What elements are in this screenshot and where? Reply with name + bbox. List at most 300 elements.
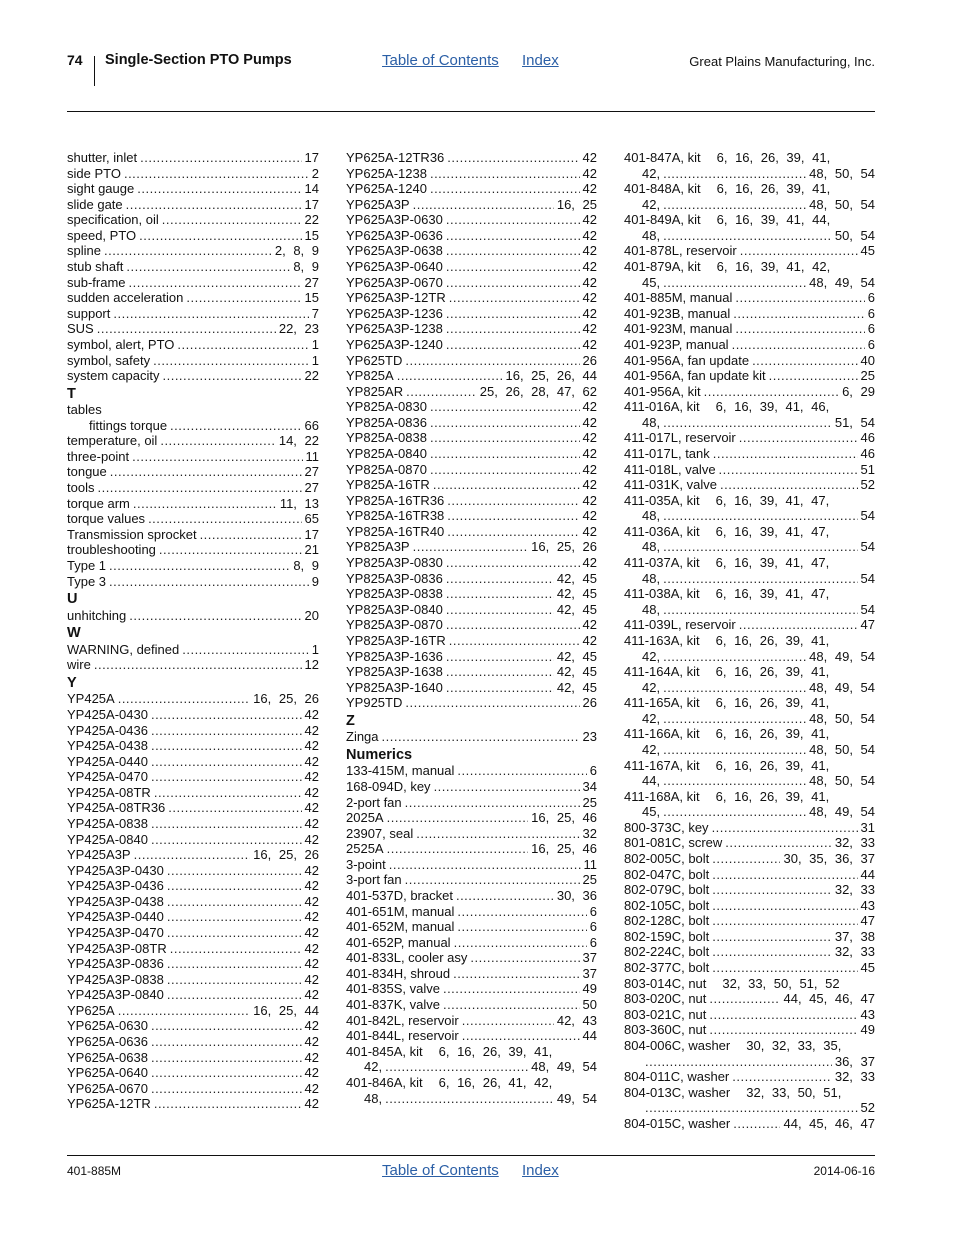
index-entry[interactable] bbox=[624, 820, 875, 836]
index-entry[interactable] bbox=[67, 337, 319, 353]
entry-pages[interactable]: 42 bbox=[304, 815, 319, 831]
entry-pages[interactable]: 42 bbox=[304, 956, 319, 972]
entry-pages[interactable]: 6, 16, 39, 41, 47, bbox=[715, 586, 830, 602]
index-entry[interactable] bbox=[67, 353, 319, 369]
index-entry[interactable] bbox=[624, 976, 875, 992]
index-entry[interactable] bbox=[67, 769, 319, 785]
entry-pages[interactable]: 37 bbox=[582, 950, 597, 966]
entry-pages[interactable]: 42 bbox=[582, 430, 597, 446]
index-entry[interactable] bbox=[346, 555, 597, 571]
entry-pages[interactable]: 42 bbox=[304, 1018, 319, 1034]
entry-pages[interactable]: 16, 25, 46 bbox=[531, 841, 597, 857]
entry-pages[interactable]: 27 bbox=[304, 464, 319, 480]
index-entry[interactable] bbox=[346, 633, 597, 649]
entry-pages[interactable]: 51, 54 bbox=[834, 414, 875, 430]
entry-pages[interactable]: 42 bbox=[582, 523, 597, 539]
index-entry[interactable] bbox=[346, 857, 597, 873]
index-entry[interactable] bbox=[67, 894, 319, 910]
index-entry-continuation[interactable] bbox=[624, 1054, 875, 1070]
index-entry[interactable] bbox=[624, 867, 875, 883]
entry-pages[interactable]: 6, 16, 26, 39, 41, bbox=[715, 664, 830, 680]
index-entry[interactable] bbox=[346, 259, 597, 275]
entry-pages[interactable]: 23 bbox=[582, 729, 597, 745]
entry-pages[interactable]: 6 bbox=[589, 934, 597, 950]
entry-pages[interactable]: 8, 9 bbox=[293, 259, 319, 275]
entry-pages[interactable]: 48, 49, 54 bbox=[809, 648, 875, 664]
index-entry[interactable] bbox=[624, 462, 875, 478]
entry-pages[interactable]: 42 bbox=[582, 305, 597, 321]
index-entry[interactable] bbox=[624, 726, 875, 742]
entry-pages[interactable]: 42 bbox=[582, 445, 597, 461]
index-entry-continuation[interactable] bbox=[624, 571, 875, 587]
entry-pages[interactable]: 8, 9 bbox=[293, 557, 319, 573]
entry-pages[interactable]: 42 bbox=[304, 909, 319, 925]
index-entry[interactable] bbox=[67, 1081, 319, 1097]
index-entry[interactable] bbox=[624, 1038, 875, 1054]
entry-pages[interactable]: 45 bbox=[860, 243, 875, 259]
index-entry[interactable] bbox=[346, 462, 597, 478]
index-entry[interactable] bbox=[67, 972, 319, 988]
entry-pages[interactable]: 25 bbox=[582, 794, 597, 810]
entry-pages[interactable]: 47 bbox=[860, 913, 875, 929]
index-entry[interactable] bbox=[67, 259, 319, 275]
entry-pages[interactable]: 17 bbox=[304, 150, 319, 165]
index-entry[interactable] bbox=[624, 430, 875, 446]
entry-pages[interactable]: 44, 45, 46, 47 bbox=[783, 991, 875, 1007]
entry-pages[interactable]: 16, 25 bbox=[556, 196, 597, 212]
entry-pages[interactable]: 27 bbox=[304, 274, 319, 290]
entry-pages[interactable]: 42 bbox=[304, 831, 319, 847]
entry-pages[interactable]: 6 bbox=[867, 321, 875, 337]
index-entry[interactable] bbox=[346, 493, 597, 509]
entry-pages[interactable]: 42 bbox=[582, 150, 597, 165]
index-entry[interactable] bbox=[67, 368, 319, 384]
index-entry[interactable] bbox=[624, 150, 875, 166]
entry-pages[interactable]: 42 bbox=[582, 414, 597, 430]
index-entry-continuation[interactable] bbox=[624, 804, 875, 820]
entry-pages[interactable]: 30, 35, 36, 37 bbox=[783, 851, 875, 867]
entry-pages[interactable]: 42 bbox=[304, 1065, 319, 1081]
index-entry[interactable] bbox=[624, 789, 875, 805]
index-entry-continuation[interactable] bbox=[624, 680, 875, 696]
index-entry[interactable] bbox=[624, 695, 875, 711]
index-entry[interactable] bbox=[67, 1034, 319, 1050]
entry-pages[interactable]: 42 bbox=[304, 925, 319, 941]
index-entry[interactable] bbox=[346, 243, 597, 259]
index-entry[interactable] bbox=[67, 642, 319, 658]
entry-pages[interactable]: 42 bbox=[304, 722, 319, 738]
entry-pages[interactable]: 42, 43 bbox=[556, 1012, 597, 1028]
entry-pages[interactable]: 45 bbox=[860, 960, 875, 976]
index-entry[interactable] bbox=[67, 181, 319, 197]
index-entry-continuation[interactable] bbox=[624, 508, 875, 524]
entry-pages[interactable]: 16, 25, 26 bbox=[531, 539, 597, 555]
index-entry[interactable] bbox=[624, 586, 875, 602]
entry-pages[interactable]: 42 bbox=[304, 1049, 319, 1065]
index-entry[interactable] bbox=[67, 1065, 319, 1081]
entry-pages[interactable]: 42, 45 bbox=[556, 679, 597, 695]
index-entry-continuation[interactable] bbox=[624, 773, 875, 789]
entry-pages[interactable]: 6, 16, 26, 39, 41, bbox=[715, 757, 830, 773]
index-entry[interactable] bbox=[624, 321, 875, 337]
index-entry[interactable] bbox=[67, 1018, 319, 1034]
index-entry[interactable] bbox=[67, 166, 319, 182]
index-entry[interactable] bbox=[624, 181, 875, 197]
entry-pages[interactable]: 44 bbox=[582, 1028, 597, 1044]
entry-pages[interactable]: 17 bbox=[304, 526, 319, 542]
entry-pages[interactable]: 44 bbox=[860, 866, 875, 882]
index-entry[interactable] bbox=[346, 384, 597, 400]
entry-pages[interactable]: 48, 50, 54 bbox=[809, 165, 875, 181]
entry-pages[interactable]: 6, 16, 26, 41, 42, bbox=[438, 1074, 553, 1090]
index-entry[interactable] bbox=[624, 1085, 875, 1101]
entry-pages[interactable]: 43 bbox=[860, 1006, 875, 1022]
index-entry[interactable] bbox=[346, 212, 597, 228]
index-entry[interactable] bbox=[346, 729, 597, 745]
index-entry[interactable] bbox=[346, 228, 597, 244]
entry-pages[interactable]: 6 bbox=[589, 903, 597, 919]
index-entry[interactable] bbox=[346, 664, 597, 680]
index-entry[interactable] bbox=[346, 649, 597, 665]
index-entry[interactable] bbox=[346, 966, 597, 982]
entry-pages[interactable]: 48, 49, 54 bbox=[809, 274, 875, 290]
entry-pages[interactable]: 42 bbox=[304, 769, 319, 785]
index-entry[interactable] bbox=[346, 872, 597, 888]
entry-pages[interactable]: 15 bbox=[304, 227, 319, 243]
index-entry[interactable] bbox=[624, 913, 875, 929]
index-entry-continuation[interactable] bbox=[624, 197, 875, 213]
entry-pages[interactable]: 37, 38 bbox=[834, 928, 875, 944]
index-entry[interactable] bbox=[346, 919, 597, 935]
index-entry[interactable] bbox=[346, 275, 597, 291]
entry-pages[interactable]: 16, 25, 26 bbox=[253, 847, 319, 863]
entry-pages[interactable]: 32, 33, 50, 51, bbox=[746, 1084, 842, 1100]
index-entry[interactable] bbox=[346, 321, 597, 337]
index-entry[interactable] bbox=[346, 763, 597, 779]
entry-pages[interactable]: 6, 16, 39, 41, 47, bbox=[715, 523, 830, 539]
entry-pages[interactable]: 22, 23 bbox=[278, 321, 319, 337]
index-entry[interactable] bbox=[624, 446, 875, 462]
entry-pages[interactable]: 42 bbox=[304, 784, 319, 800]
entry-pages[interactable]: 30, 36 bbox=[556, 888, 597, 904]
index-entry[interactable] bbox=[67, 738, 319, 754]
entry-pages[interactable]: 22 bbox=[304, 368, 319, 384]
entry-pages[interactable]: 32, 33 bbox=[834, 835, 875, 851]
entry-pages[interactable]: 42 bbox=[582, 227, 597, 243]
index-entry-continuation[interactable] bbox=[346, 1059, 597, 1075]
index-entry[interactable] bbox=[624, 399, 875, 415]
index-entry[interactable] bbox=[346, 430, 597, 446]
entry-pages[interactable]: 6, 16, 39, 41, 47, bbox=[715, 555, 830, 571]
entry-pages[interactable]: 42 bbox=[582, 259, 597, 275]
entry-pages[interactable]: 6, 16, 39, 41, 44, bbox=[716, 212, 831, 228]
index-entry[interactable] bbox=[624, 835, 875, 851]
entry-pages[interactable]: 42, 45 bbox=[556, 648, 597, 664]
entry-pages[interactable]: 52 bbox=[860, 477, 875, 493]
index-entry[interactable] bbox=[67, 909, 319, 925]
index-entry-continuation[interactable] bbox=[624, 166, 875, 182]
entry-pages[interactable]: 42 bbox=[304, 800, 319, 816]
index-entry-continuation[interactable] bbox=[346, 1091, 597, 1107]
entry-pages[interactable]: 6, 16, 26, 39, 41, bbox=[715, 726, 830, 742]
index-entry-continuation[interactable] bbox=[624, 711, 875, 727]
entry-pages[interactable]: 25 bbox=[582, 872, 597, 888]
entry-pages[interactable]: 42 bbox=[582, 399, 597, 415]
entry-pages[interactable]: 32, 33 bbox=[834, 944, 875, 960]
index-entry[interactable] bbox=[67, 496, 319, 512]
entry-pages[interactable]: 27 bbox=[304, 480, 319, 496]
index-entry[interactable] bbox=[67, 480, 319, 496]
entry-pages[interactable]: 16, 25, 26 bbox=[253, 691, 319, 707]
index-entry[interactable] bbox=[624, 960, 875, 976]
index-entry[interactable] bbox=[67, 542, 319, 558]
index-entry[interactable] bbox=[346, 477, 597, 493]
index-entry[interactable] bbox=[346, 508, 597, 524]
entry-pages[interactable]: 44, 45, 46, 47 bbox=[783, 1115, 875, 1131]
index-entry[interactable] bbox=[624, 290, 875, 306]
index-entry[interactable] bbox=[624, 1007, 875, 1023]
index-entry[interactable] bbox=[346, 810, 597, 826]
index-entry[interactable] bbox=[624, 664, 875, 680]
index-entry[interactable] bbox=[67, 574, 319, 590]
index-link[interactable]: Index bbox=[522, 52, 559, 69]
entry-pages[interactable]: 11 bbox=[583, 856, 597, 872]
index-entry[interactable] bbox=[624, 306, 875, 322]
entry-pages[interactable]: 42 bbox=[582, 336, 597, 352]
index-entry[interactable] bbox=[346, 841, 597, 857]
index-entry[interactable] bbox=[346, 368, 597, 384]
entry-pages[interactable]: 6, 16, 26, 39, 41, bbox=[715, 788, 830, 804]
entry-pages[interactable]: 6, 16, 26, 39, 41, bbox=[716, 150, 831, 165]
index-entry[interactable] bbox=[346, 935, 597, 951]
entry-pages[interactable]: 54 bbox=[860, 601, 875, 617]
entry-pages[interactable]: 42 bbox=[304, 738, 319, 754]
index-entry[interactable] bbox=[346, 1044, 597, 1060]
entry-pages[interactable]: 42 bbox=[304, 878, 319, 894]
entry-pages[interactable]: 50, 54 bbox=[834, 227, 875, 243]
entry-pages[interactable]: 42 bbox=[582, 274, 597, 290]
entry-pages[interactable]: 66 bbox=[304, 417, 319, 433]
entry-pages[interactable]: 42 bbox=[582, 617, 597, 633]
index-entry[interactable] bbox=[67, 306, 319, 322]
entry-pages[interactable]: 42 bbox=[304, 940, 319, 956]
index-entry[interactable] bbox=[67, 956, 319, 972]
entry-pages[interactable]: 42 bbox=[304, 753, 319, 769]
index-entry-continuation[interactable] bbox=[624, 275, 875, 291]
entry-pages[interactable]: 15 bbox=[304, 290, 319, 306]
entry-pages[interactable]: 6, 16, 26, 39, 41, bbox=[715, 632, 830, 648]
index-entry[interactable] bbox=[624, 259, 875, 275]
index-entry[interactable] bbox=[624, 617, 875, 633]
index-entry[interactable] bbox=[67, 723, 319, 739]
entry-pages[interactable]: 6 bbox=[589, 763, 597, 779]
entry-pages[interactable]: 54 bbox=[860, 508, 875, 524]
entry-pages[interactable]: 42 bbox=[582, 492, 597, 508]
entry-pages[interactable]: 6 bbox=[867, 290, 875, 306]
index-entry[interactable] bbox=[346, 197, 597, 213]
index-entry-continuation[interactable] bbox=[624, 228, 875, 244]
index-entry-continuation[interactable] bbox=[624, 649, 875, 665]
index-entry[interactable] bbox=[67, 941, 319, 957]
index-entry[interactable] bbox=[624, 1069, 875, 1085]
entry-pages[interactable]: 6, 16, 39, 41, 46, bbox=[715, 399, 830, 415]
entry-pages[interactable]: 16, 25, 44 bbox=[253, 1002, 319, 1018]
index-entry[interactable] bbox=[346, 290, 597, 306]
entry-pages[interactable]: 11, 13 bbox=[279, 495, 319, 511]
index-entry[interactable] bbox=[67, 228, 319, 244]
entry-pages[interactable]: 17 bbox=[304, 196, 319, 212]
entry-pages[interactable]: 6 bbox=[867, 336, 875, 352]
index-entry[interactable] bbox=[346, 306, 597, 322]
index-entry[interactable] bbox=[346, 795, 597, 811]
index-entry[interactable] bbox=[624, 758, 875, 774]
entry-pages[interactable]: 25, 26, 28, 47, 62 bbox=[479, 383, 597, 399]
index-entry[interactable] bbox=[67, 608, 319, 624]
index-entry[interactable] bbox=[624, 353, 875, 369]
entry-pages[interactable]: 42 bbox=[582, 165, 597, 181]
index-entry-continuation[interactable] bbox=[624, 742, 875, 758]
index-entry[interactable] bbox=[346, 415, 597, 431]
entry-pages[interactable]: 1 bbox=[311, 352, 319, 368]
entry-pages[interactable]: 16, 25, 26, 44 bbox=[505, 368, 597, 384]
entry-pages[interactable]: 42 bbox=[582, 555, 597, 571]
index-entry[interactable] bbox=[346, 571, 597, 587]
entry-pages[interactable]: 65 bbox=[304, 511, 319, 527]
index-entry[interactable] bbox=[67, 987, 319, 1003]
entry-pages[interactable]: 42 bbox=[304, 706, 319, 722]
index-entry[interactable] bbox=[67, 418, 319, 434]
index-entry[interactable] bbox=[346, 166, 597, 182]
index-entry[interactable] bbox=[624, 337, 875, 353]
index-entry[interactable] bbox=[67, 449, 319, 465]
index-entry[interactable] bbox=[346, 524, 597, 540]
entry-pages[interactable]: 48, 49, 54 bbox=[809, 804, 875, 820]
index-entry[interactable] bbox=[67, 1096, 319, 1112]
entry-pages[interactable]: 37 bbox=[582, 965, 597, 981]
index-entry[interactable] bbox=[624, 851, 875, 867]
index-entry[interactable] bbox=[624, 524, 875, 540]
index-entry[interactable] bbox=[67, 847, 319, 863]
index-entry[interactable] bbox=[346, 617, 597, 633]
entry-pages[interactable]: 42 bbox=[582, 477, 597, 493]
index-entry[interactable] bbox=[624, 555, 875, 571]
index-entry[interactable] bbox=[346, 181, 597, 197]
footer-index-link[interactable]: Index bbox=[522, 1162, 559, 1179]
entry-pages[interactable]: 30, 32, 33, 35, bbox=[746, 1037, 842, 1053]
entry-pages[interactable]: 42, 45 bbox=[556, 601, 597, 617]
entry-pages[interactable]: 34 bbox=[582, 778, 597, 794]
entry-pages[interactable]: 42 bbox=[304, 893, 319, 909]
index-entry[interactable] bbox=[624, 1022, 875, 1038]
entry-pages[interactable]: 46 bbox=[860, 430, 875, 446]
entry-pages[interactable]: 31 bbox=[860, 819, 875, 835]
entry-pages[interactable]: 42 bbox=[582, 461, 597, 477]
index-entry-continuation[interactable] bbox=[624, 602, 875, 618]
index-entry[interactable] bbox=[67, 511, 319, 527]
entry-pages[interactable]: 42 bbox=[304, 1080, 319, 1096]
index-entry[interactable] bbox=[624, 212, 875, 228]
entry-pages[interactable]: 2 bbox=[311, 165, 319, 181]
entry-pages[interactable]: 42 bbox=[304, 1096, 319, 1112]
entry-pages[interactable]: 6 bbox=[867, 305, 875, 321]
index-entry[interactable] bbox=[346, 1013, 597, 1029]
entry-pages[interactable]: 1 bbox=[311, 641, 319, 657]
entry-pages[interactable]: 32, 33, 50, 51, 52 bbox=[722, 975, 840, 991]
index-entry[interactable] bbox=[624, 898, 875, 914]
index-entry[interactable] bbox=[346, 904, 597, 920]
index-entry[interactable] bbox=[346, 586, 597, 602]
entry-pages[interactable]: 49 bbox=[582, 981, 597, 997]
index-entry[interactable] bbox=[67, 433, 319, 449]
index-entry[interactable] bbox=[346, 680, 597, 696]
index-entry[interactable] bbox=[67, 402, 319, 418]
entry-pages[interactable]: 42 bbox=[304, 1034, 319, 1050]
index-entry[interactable] bbox=[346, 950, 597, 966]
index-entry[interactable] bbox=[624, 991, 875, 1007]
index-entry[interactable] bbox=[67, 925, 319, 941]
entry-pages[interactable]: 42 bbox=[582, 508, 597, 524]
index-entry[interactable] bbox=[67, 275, 319, 291]
entry-pages[interactable]: 42 bbox=[304, 971, 319, 987]
entry-pages[interactable]: 1 bbox=[311, 336, 319, 352]
entry-pages[interactable]: 2, 8, 9 bbox=[274, 243, 319, 259]
index-entry[interactable] bbox=[67, 707, 319, 723]
index-entry[interactable] bbox=[67, 863, 319, 879]
entry-pages[interactable]: 7 bbox=[311, 305, 319, 321]
index-entry[interactable] bbox=[67, 800, 319, 816]
entry-pages[interactable]: 42 bbox=[304, 987, 319, 1003]
entry-pages[interactable]: 48, 49, 54 bbox=[809, 679, 875, 695]
entry-pages[interactable]: 51 bbox=[860, 461, 875, 477]
index-entry[interactable] bbox=[67, 197, 319, 213]
entry-pages[interactable]: 6, 29 bbox=[842, 383, 875, 399]
index-entry[interactable] bbox=[346, 695, 597, 711]
index-entry[interactable] bbox=[346, 150, 597, 166]
index-entry-continuation[interactable] bbox=[624, 415, 875, 431]
index-entry-continuation[interactable] bbox=[624, 539, 875, 555]
index-entry[interactable] bbox=[346, 1075, 597, 1091]
index-entry[interactable] bbox=[67, 290, 319, 306]
entry-pages[interactable]: 46 bbox=[860, 445, 875, 461]
index-entry[interactable] bbox=[67, 816, 319, 832]
entry-pages[interactable]: 12 bbox=[304, 657, 319, 673]
index-entry[interactable] bbox=[624, 944, 875, 960]
index-entry[interactable] bbox=[624, 384, 875, 400]
index-entry[interactable] bbox=[346, 337, 597, 353]
index-entry[interactable] bbox=[67, 558, 319, 574]
index-entry[interactable] bbox=[67, 832, 319, 848]
toc-link[interactable]: Table of Contents bbox=[382, 52, 499, 69]
index-entry[interactable] bbox=[624, 633, 875, 649]
index-entry[interactable] bbox=[67, 785, 319, 801]
index-entry[interactable] bbox=[346, 779, 597, 795]
index-entry[interactable] bbox=[67, 657, 319, 673]
entry-pages[interactable]: 54 bbox=[860, 539, 875, 555]
entry-pages[interactable]: 22 bbox=[304, 212, 319, 228]
entry-pages[interactable]: 42 bbox=[582, 290, 597, 306]
index-entry[interactable] bbox=[624, 493, 875, 509]
entry-pages[interactable]: 36, 37 bbox=[834, 1053, 875, 1069]
index-entry[interactable] bbox=[67, 1003, 319, 1019]
index-entry[interactable] bbox=[67, 691, 319, 707]
index-entry[interactable] bbox=[624, 477, 875, 493]
entry-pages[interactable]: 48, 50, 54 bbox=[809, 710, 875, 726]
entry-pages[interactable]: 14 bbox=[304, 181, 319, 197]
index-entry[interactable] bbox=[624, 368, 875, 384]
index-entry[interactable] bbox=[67, 464, 319, 480]
index-entry[interactable] bbox=[67, 243, 319, 259]
entry-pages[interactable]: 50 bbox=[582, 997, 597, 1013]
